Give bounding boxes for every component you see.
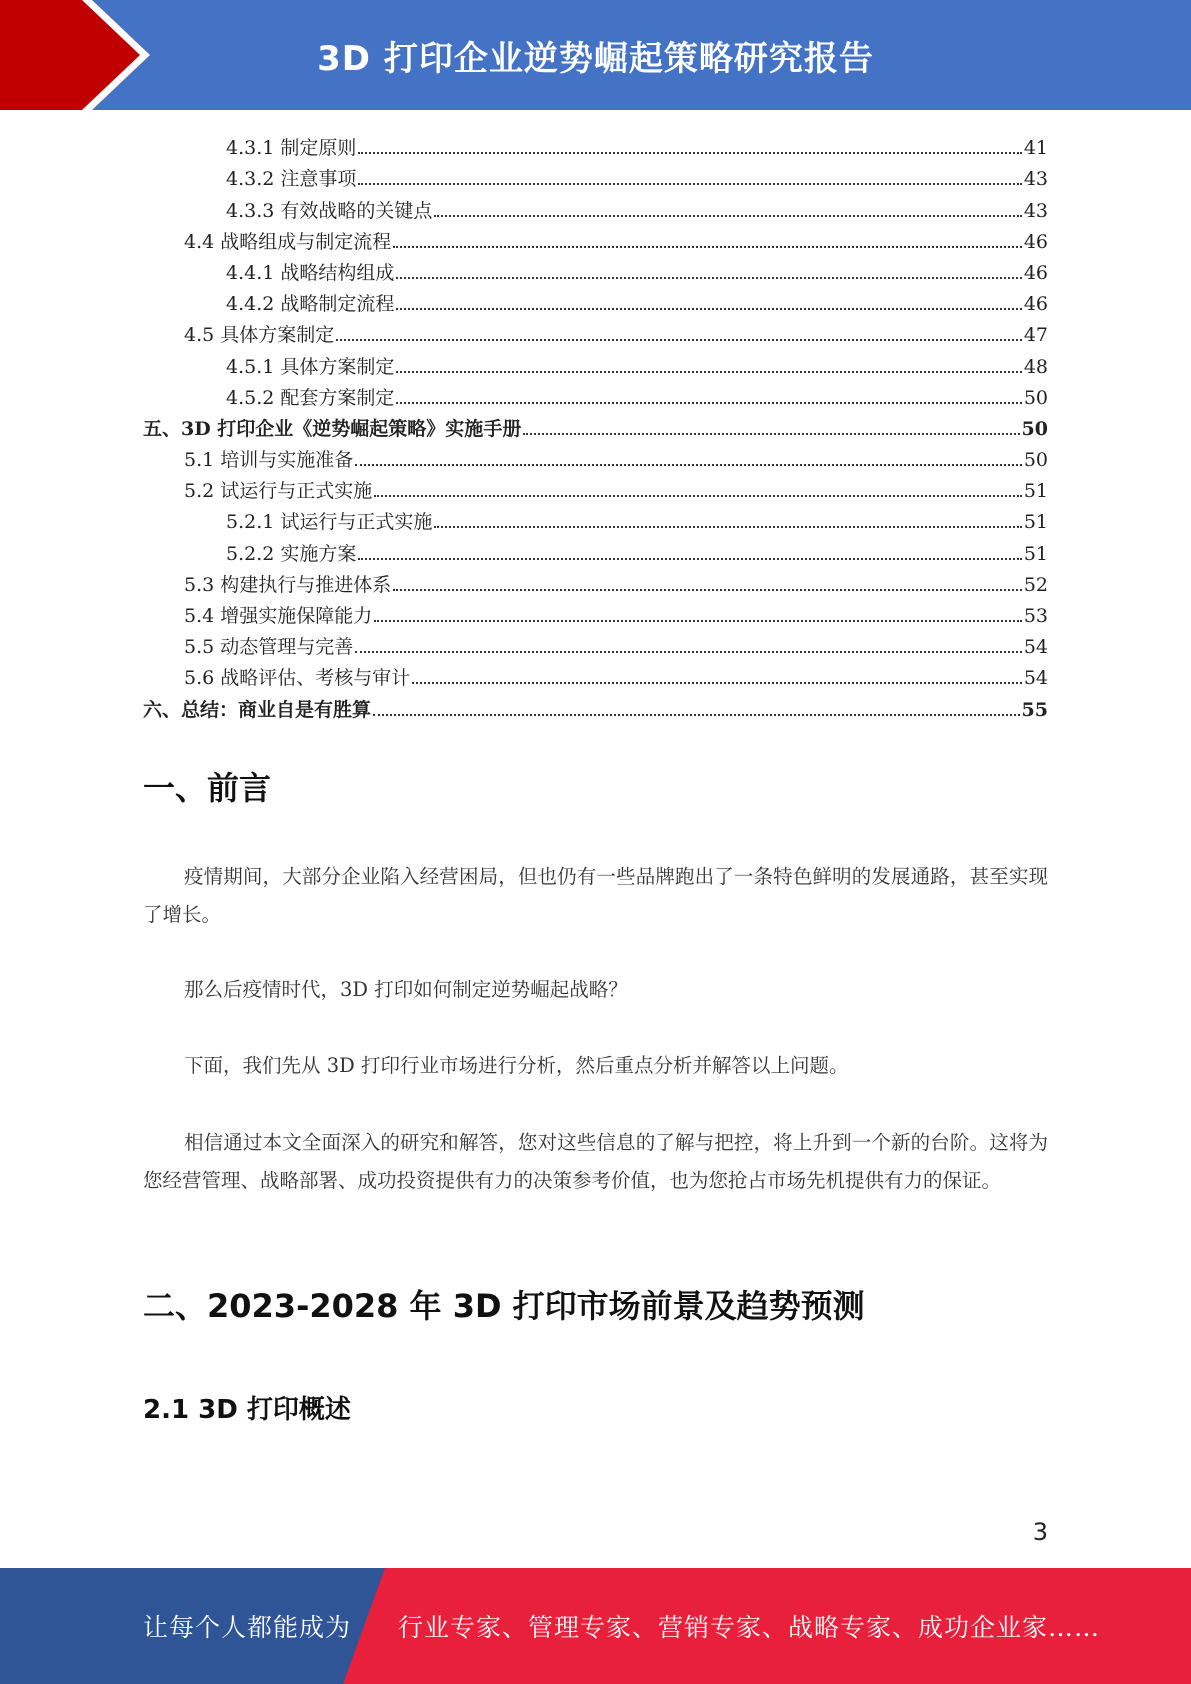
toc-entry-page: 54: [1023, 636, 1048, 659]
toc-entry-page: 51: [1023, 542, 1048, 565]
toc-entry[interactable]: [0, 533, 1048, 564]
toc-entry-label: 六、总结：商业自是有胜算: [143, 698, 372, 721]
toc-leader-dots: [358, 558, 1021, 560]
toc-entry-page: 46: [1023, 230, 1048, 253]
toc-entry-page: 51: [1023, 511, 1048, 534]
toc-entry[interactable]: [0, 128, 1048, 159]
toc-leader-dots: [396, 402, 1021, 404]
page-number: 3: [1032, 1518, 1048, 1546]
toc-entry-page: 51: [1023, 480, 1048, 503]
toc-entry-page: 54: [1023, 667, 1048, 690]
toc-entry[interactable]: [0, 471, 1048, 502]
toc-entry-label: 4.3.3 有效战略的关键点: [226, 199, 433, 222]
footer-left-slogan: 让每个人都能成为: [143, 1613, 352, 1642]
toc-entry-label: 4.3.2 注意事项: [226, 168, 357, 191]
toc-entry[interactable]: [0, 565, 1048, 596]
toc-entry[interactable]: [0, 627, 1048, 658]
toc-entry[interactable]: [0, 315, 1048, 346]
toc-entry-page: 50: [1023, 449, 1048, 472]
toc-entry[interactable]: [0, 378, 1048, 409]
toc-entry-page: 46: [1023, 261, 1048, 284]
toc-entry-label: 5.2.1 试运行与正式实施: [226, 511, 433, 534]
toc-leader-dots: [355, 651, 1022, 653]
toc-entry-label: 五、3D 打印企业《逆势崛起策略》实施手册: [143, 417, 522, 440]
toc-leader-dots: [523, 433, 1019, 435]
toc-entry[interactable]: [0, 159, 1048, 190]
toc-leader-dots: [396, 308, 1021, 310]
toc-leader-dots: [358, 183, 1021, 185]
toc-entry-page: 50: [1021, 417, 1048, 440]
toc-leader-dots: [412, 682, 1022, 684]
toc-entry-label: 5.4 增强实施保障能力: [184, 605, 373, 627]
toc-leader-dots: [393, 589, 1022, 591]
footer-right-slogan: 行业专家、管理专家、营销专家、战略专家、成功企业家……: [398, 1613, 1101, 1642]
toc-entry-label: 5.5 动态管理与完善: [184, 636, 354, 659]
toc-leader-dots: [434, 215, 1021, 217]
toc-entry-page: 55: [1021, 698, 1048, 721]
toc-entry[interactable]: [0, 409, 1048, 440]
toc-entry-label: 4.5.1 具体方案制定: [226, 355, 395, 378]
toc-entry-label: 5.3 构建执行与推进体系: [184, 573, 392, 596]
toc-entry-label: 4.4.1 战略结构组成: [226, 261, 395, 284]
toc-entry[interactable]: [0, 502, 1048, 533]
toc-entry-label: 4.4.2 战略制定流程: [226, 293, 395, 316]
toc-leader-dots: [434, 526, 1021, 528]
toc-entry-label: 4.5 具体方案制定: [184, 324, 335, 347]
section-2-1-heading: 2.1 3D 打印概述: [143, 1395, 351, 1425]
toc-entry[interactable]: [0, 222, 1048, 253]
toc-entry-page: 47: [1023, 324, 1048, 347]
toc-entry[interactable]: [0, 253, 1048, 284]
preface-paragraph-3: 下面，我们先从 3D 打印行业市场进行分析，然后重点分析并解答以上问题。: [184, 1054, 849, 1077]
chapter-2-heading: 二、2023-2028 年 3D 打印市场前景及趋势预测: [143, 1287, 865, 1325]
toc-leader-dots: [393, 246, 1022, 248]
toc-entry[interactable]: [0, 346, 1048, 377]
preface-paragraph-2: 那么后疫情时代，3D 打印如何制定逆势崛起战略？: [184, 978, 628, 1001]
toc-entry-page: 46: [1023, 293, 1048, 316]
toc-leader-dots: [374, 620, 1022, 622]
toc-leader-dots: [358, 152, 1021, 154]
toc-leader-dots: [396, 277, 1021, 279]
toc-entry-page: 43: [1023, 199, 1048, 222]
toc-leader-dots: [373, 714, 1020, 716]
preface-heading: 一、前言: [143, 769, 272, 807]
toc-leader-dots: [355, 464, 1022, 466]
toc-entry-label: 5.2.2 实施方案: [226, 542, 357, 565]
page-header: [0, 0, 1191, 110]
toc-entry-label: 4.5.2 配套方案制定: [226, 386, 395, 409]
header-title: 3D 打印企业逆势崛起策略研究报告: [317, 38, 874, 79]
toc-entry[interactable]: [0, 190, 1048, 221]
toc-entry-page: 48: [1023, 355, 1048, 378]
toc-leader-dots: [374, 495, 1022, 497]
toc-leader-dots: [336, 339, 1022, 341]
toc-entry-label: 5.2 试运行与正式实施: [184, 480, 373, 503]
toc-entry-label: 4.3.1 制定原则: [226, 137, 357, 160]
toc-entry-label: 5.1 培训与实施准备: [184, 449, 354, 472]
toc-entry-page: 52: [1023, 573, 1048, 596]
page-footer: [0, 1568, 1191, 1684]
toc-entry-page: 50: [1023, 386, 1048, 409]
preface-paragraph-4: 相信通过本文全面深入的研究和解答，您对这些信息的了解与把控，将上升到一个新的台阶。这将为您经营管理、战略部署、成功投资提供有力的决策参考价值，也为您抢占市场先机提供有力的保证。: [143, 1131, 1048, 1192]
toc-entry[interactable]: [0, 440, 1048, 471]
toc-entry[interactable]: [0, 689, 1048, 720]
toc-entry[interactable]: [0, 284, 1048, 315]
toc-entry-label: 5.6 战略评估、考核与审计: [184, 667, 411, 690]
table-of-contents: [0, 128, 1191, 721]
toc-entry[interactable]: [0, 658, 1048, 689]
preface-paragraph-1: 疫情期间，大部分企业陷入经营困局，但也仍有一些品牌跑出了一条特色鲜明的发展通路，甚至实现了增长。: [143, 865, 1048, 926]
toc-entry[interactable]: [0, 596, 1048, 627]
toc-entry-page: 53: [1023, 605, 1048, 627]
toc-entry-label: 4.4 战略组成与制定流程: [184, 230, 392, 253]
toc-entry-page: 41: [1023, 137, 1048, 160]
toc-leader-dots: [396, 371, 1021, 373]
toc-entry-page: 43: [1023, 168, 1048, 191]
